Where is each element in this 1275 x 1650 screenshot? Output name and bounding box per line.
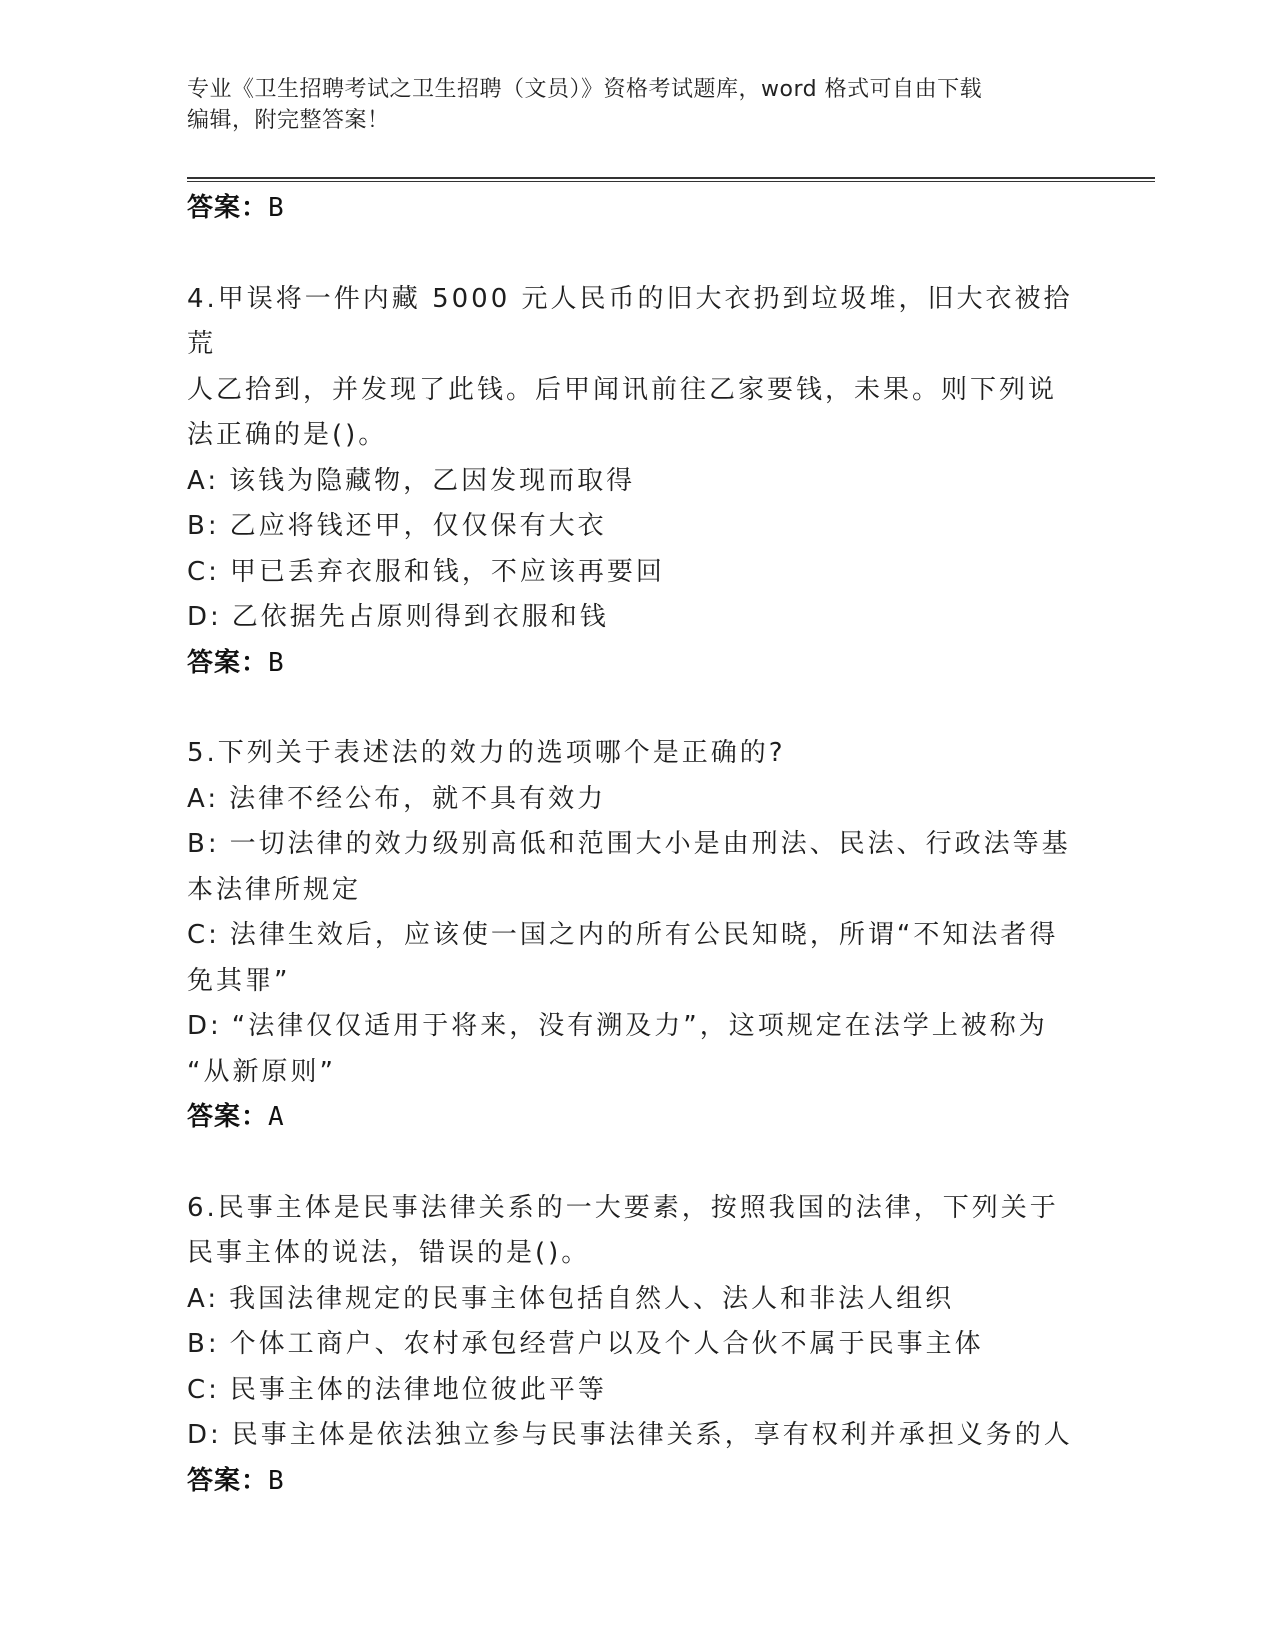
answer-line [187,641,1087,687]
answer-label: 答案： [187,647,269,678]
option-c: C: 民事主体的法律地位彼此平等 [187,1374,607,1405]
option-b-continuation: 本法律所规定 [187,874,362,905]
question-block [187,1186,1087,1505]
answer-value: B [268,193,285,223]
header-divider [187,177,1155,182]
question-stem-line: 6.民事主体是民事法律关系的一大要素，按照我国的法律，下列关于 [187,1192,1059,1223]
header-line-1: 专业《卫生招聘考试之卫生招聘（文员）》资格考试题库，word 格式可自由下载 [187,77,983,102]
question-stem-line: 法正确的是()。 [187,420,388,450]
question-block [187,731,1087,1141]
answer-label: 答案： [187,1102,269,1132]
answer-label: 答案： [187,1465,269,1496]
document-body [187,186,1087,1504]
answer-value: A [268,1102,285,1132]
option-b: B: 乙应将钱还甲，仅仅保有大衣 [187,511,607,541]
question-stem-line: 5.下列关于表述法的效力的选项哪个是正确的? [187,738,786,768]
option-b: B: 个体工商户、农村承包经营户以及个人合伙不属于民事主体 [187,1329,984,1359]
option-d: D: “法律仅仅适用于将来，没有溯及力”，这项规定在法学上被称为 [187,1011,1048,1041]
option-c-continuation: 免其罪” [187,965,291,996]
option-a: A: 我国法律规定的民事主体包括自然人、法人和非法人组织 [187,1283,955,1314]
header-line-2: 编辑，附完整答案！ [187,108,390,133]
option-b: B: 一切法律的效力级别高低和范围大小是由刑法、民法、行政法等基 [187,829,1071,859]
option-d-continuation: “从新原则” [187,1056,336,1087]
answer-line [187,186,1087,232]
answer-line [187,1095,1087,1141]
answer-label: 答案： [187,193,269,223]
question-stem-line: 民事主体的说法，错误的是()。 [187,1238,591,1268]
question-stem-line: 人乙拾到，并发现了此钱。后甲闻讯前往乙家要钱，未果。则下列说 [187,374,1058,405]
option-d: D: 民事主体是依法独立参与民事法律关系，享有权利并承担义务的人 [187,1420,1073,1450]
answer-value: B [268,647,285,678]
answer-value: B [268,1465,285,1496]
question-stem-line: 4.甲误将一件内藏 5000 元人民币的旧大衣扔到垃圾堆，旧大衣被拾荒 [187,283,1073,359]
page-header [187,74,1087,136]
option-d: D: 乙依据先占原则得到衣服和钱 [187,602,609,632]
option-a: A: 该钱为隐藏物，乙因发现而取得 [187,465,636,496]
answer-line [187,1459,1087,1505]
question-block [187,277,1087,687]
option-a: A: 法律不经公布，就不具有效力 [187,783,607,814]
option-c: C: 法律生效后，应该使一国之内的所有公民知晓，所谓“不知法者得 [187,920,1059,950]
option-c: C: 甲已丢弃衣服和钱，不应该再要回 [187,556,665,587]
